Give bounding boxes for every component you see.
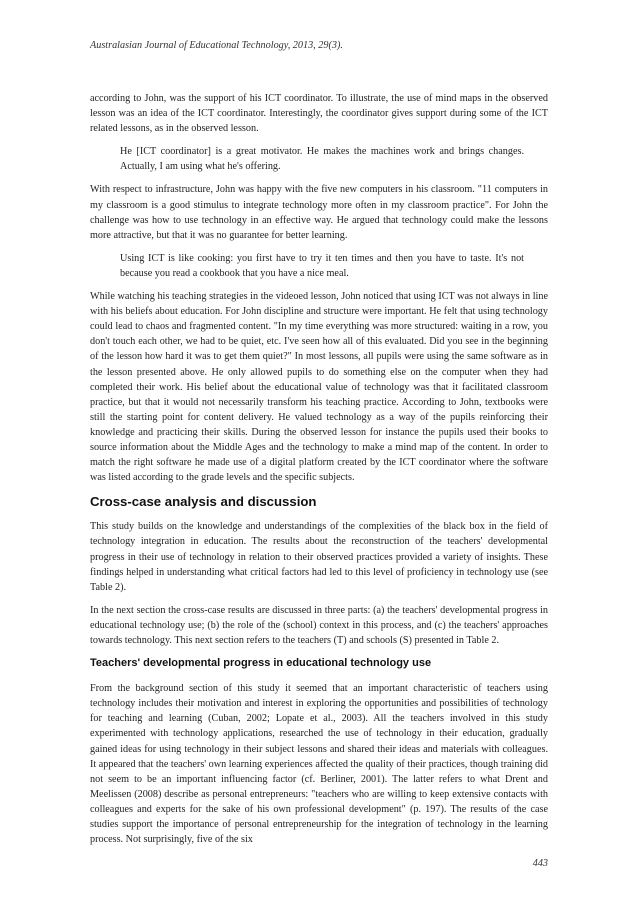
article-body: [90, 91, 548, 855]
paragraph: In the next section the cross-case results are discussed in three parts: (a) the teachers' developmental progress in educational technology use; (b) the role of the (school) context in this process, and (c) the teachers' approaches towards technology. This next section refers to the teachers (T) and schools (S) presented in Table 2.: [90, 604, 548, 646]
page-number: 443: [532, 858, 548, 869]
paragraph: From the background section of this study it seemed that an important characteristic of teachers using technology includes their motivation and interest in exploring the opportunities and possibilities of technology for teaching and learning (Cuban, 2002; Lopate et al., 2003). All the teachers involved in this study experimented with technology applications, researched the use of technology in their education, gradually gained ideas for using technology in their subject lessons and shared their ideas and materials with colleagues. It appeared that the teachers' own learning experiences affected the quality of their practices, though training did not seem to be an important influencing factor (cf. Berliner, 2001). The latter refers to what Drent and Meelissen (2008) describe as personal entrepreneurs: "teachers who are willing to keep extensive contacts with colleagues and experts for the sake of his own professional development" (p. 197). The results of the case studies support the importance of personal entrepreneurship for the integration of technology in the learning process. Not surprisingly, five of the six: [90, 683, 548, 846]
subsection-heading: Teachers' developmental progress in educational technology use: [90, 657, 432, 670]
block-quote: He [ICT coordinator] is a great motivator. He makes the machines work and brings changes. Actually, I am using what he's offering.: [120, 146, 524, 173]
paragraph: While watching his teaching strategies in the videoed lesson, John noticed that using ICT was not always in line with his beliefs about education. For John discipline and structure were important. He felt that using technology could lead to chaos and fragmented content. "In my time everything was more structured: waiting in a row, you don't touch each other, we had to be quiet, etc. I've seen how all of this evaluated. Did you see in the beginning of the lesson how hard it was to get them quiet?" In most lessons, all pupils were using the same software as in the lesson presented above. He only allowed pupils to do something else on the computer when they had completed their work. His belief about the educational value of technology was that it facilitated classroom practice, but that it would not necessarily transform his teaching practice. According to John, textbooks were still the starting point for content delivery. He valued technology as a way of the pupils reinforcing their knowledge and practicing their skills. During the observed lesson for instance the pupils used their books to source information about the Middle Ages and the technology to make a mind map of the content. In order to match the right software he made use of a digital platform created by the ICT coordinator where the software was listed according to the grade levels and the specific subjects.: [90, 291, 548, 484]
paragraph: according to John, was the support of his ICT coordinator. To illustrate, the use of mind maps in the observed lesson was an idea of the ICT coordinator. Interestingly, the coordinator gives support during some of the ICT related lessons, as in the observed lesson.: [90, 93, 548, 135]
section-heading: Cross-case analysis and discussion: [90, 494, 317, 510]
block-quote: Using ICT is like cooking: you first have to try it ten times and then you have to taste. It's not because you read a cookbook that you have a nice meal.: [120, 252, 524, 279]
paragraph: This study builds on the knowledge and understandings of the complexities of the black box in the field of technology integration in education. The results about the reconstruction of the teachers' developmental progress in their use of technology in relation to their observed practices provided a variety of insights. These findings helped in understanding what critical factors had led to this level of proficiency in technology use (see Table 2).: [90, 521, 548, 593]
paragraph: With respect to infrastructure, John was happy with the five new computers in his classroom. "11 computers in my classroom is a good stimulus to integrate technology more often in my classroom practice". For John the challenge was how to use technology in an effective way. He argued that technology could make the lessons more attractive, but that it was no guarantee for better learning.: [90, 184, 548, 241]
running-head: Australasian Journal of Educational Technology, 2013, 29(3).: [90, 40, 343, 51]
